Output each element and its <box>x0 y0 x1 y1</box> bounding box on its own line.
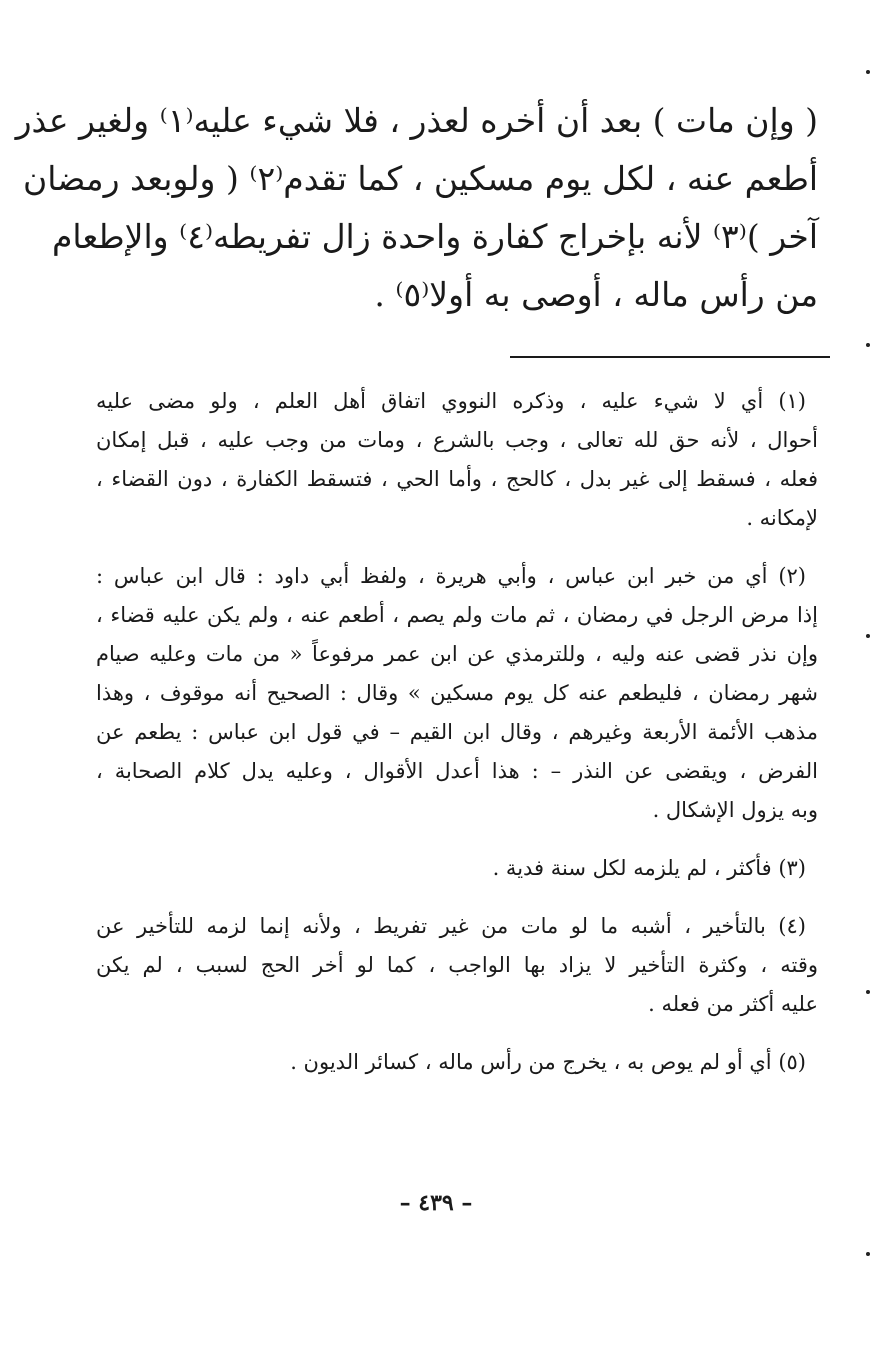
footnote-line: عليه أكثر من فعله . <box>648 992 818 1016</box>
main-text-line: ( وإن مات ) بعد أن أخره لعذر ، فلا شيء عليه⁽١⁾ ولغير عذر <box>15 101 818 140</box>
footnote-line: وإن نذر قضى عنه وليه ، وللترمذي عن ابن عمر مرفوعاً « من مات وعليه صيام <box>96 642 818 666</box>
scan-mark <box>866 343 870 347</box>
footnote-3 <box>96 849 818 888</box>
page-number: – ٤٣٩ – <box>399 1190 473 1216</box>
footnote-line: وقته ، وكثرة التأخير لا يزاد بها الواجب ، كما لو أخر الحج لسبب ، لم يكن <box>96 953 818 977</box>
footnote-line: (١) أي لا شيء عليه ، وذكره النووي اتفاق أهل العلم ، ولو مضى عليه <box>96 389 806 413</box>
footnote-line: إذا مرض الرجل في رمضان ، ثم مات ولم يصم ، أطعم عنه ، ولم يكن عليه قضاء ، <box>96 603 818 627</box>
footnote-line: (٥) أي أو لم يوص به ، يخرج من رأس ماله ، كسائر الديون . <box>290 1050 806 1074</box>
footnote-4 <box>96 907 818 1024</box>
footnote-line: الفرض ، ويقضى عن النذر – : هذا أعدل الأقوال ، وعليه يدل كلام الصحابة ، <box>96 759 818 783</box>
footnote-line: لإمكانه . <box>746 506 818 530</box>
footnote-separator <box>510 356 830 358</box>
footnote-5 <box>96 1043 818 1082</box>
footnote-line: مذهب الأئمة الأربعة وغيرهم ، وقال ابن القيم – في قول ابن عباس : يطعم عن <box>96 720 818 744</box>
footnote-line: شهر رمضان ، فليطعم عنه كل يوم مسكين » وقال : الصحيح أنه موقوف ، وهذا <box>96 681 818 705</box>
main-text-line: من رأس ماله ، أوصى به أولا⁽٥⁾ . <box>374 275 818 314</box>
footnote-line: فعله ، فسقط إلى غير بدل ، كالحج ، وأما الحي ، فتسقط الكفارة ، دون القضاء ، <box>96 467 818 491</box>
footnote-line: (٢) أي من خبر ابن عباس ، وأبي هريرة ، ولفظ أبي داود : قال ابن عباس : <box>96 564 806 588</box>
main-text <box>15 92 818 324</box>
scan-mark <box>866 1252 870 1256</box>
footnote-line: (٤) بالتأخير ، أشبه ما لو مات من غير تفريط ، ولأنه إنما لزمه للتأخير عن <box>96 914 806 938</box>
footnote-line: وبه يزول الإشكال . <box>652 798 818 822</box>
footnote-line: (٣) فأكثر ، لم يلزمه لكل سنة فدية . <box>492 856 806 880</box>
main-text-line: أطعم عنه ، لكل يوم مسكين ، كما تقدم⁽٢⁾ ( ولوبعد رمضان <box>23 159 818 198</box>
footnote-line: أحوال ، لأنه حق لله تعالى ، وجب بالشرع ، ومات من وجب عليه ، قبل إمكان <box>96 428 818 452</box>
scan-mark <box>866 990 870 994</box>
main-text-line: آخر )⁽٣⁾ لأنه بإخراج كفارة واحدة زال تفريطه⁽٤⁾ والإطعام <box>52 217 818 256</box>
scan-mark <box>866 70 870 74</box>
scan-mark <box>866 634 870 638</box>
footnote-2 <box>96 557 818 830</box>
footnotes <box>96 382 818 1101</box>
footnote-1 <box>96 382 818 538</box>
